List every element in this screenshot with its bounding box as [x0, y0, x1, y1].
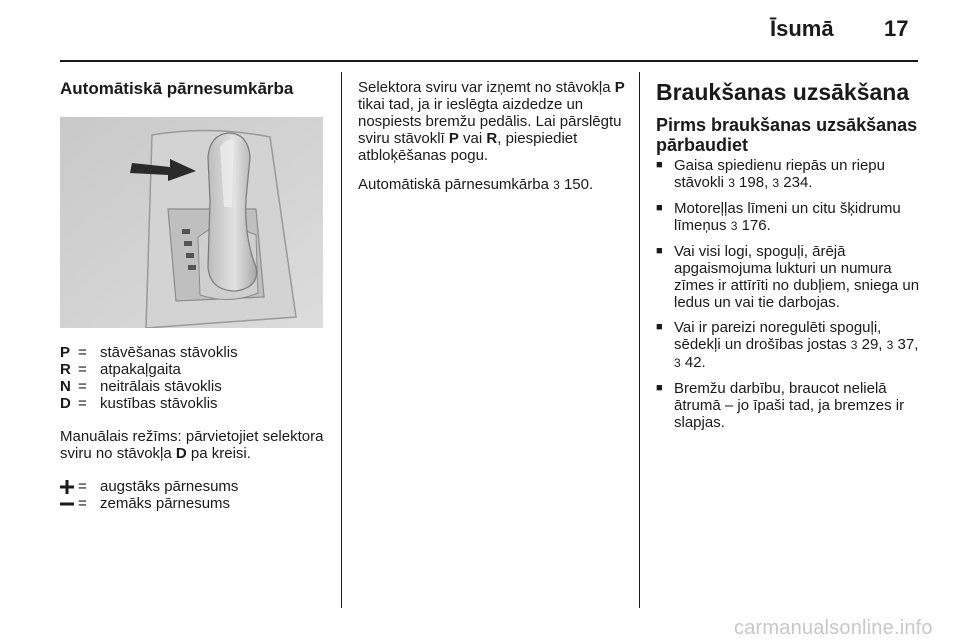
definition-row — [60, 344, 330, 361]
gear-selector-illustration — [60, 117, 323, 328]
definition-eq: = — [78, 495, 87, 512]
xref-icon: 3 — [730, 219, 738, 233]
definition-eq: = — [78, 361, 87, 378]
ref-page: 234. — [783, 174, 813, 191]
xref-icon: 3 — [850, 338, 858, 352]
xref-icon: 3 — [728, 176, 735, 190]
item-text: Vai visi logi, spoguļi, ārējā apgaismojuma lukturi un numura zīmes ir attīrīti no dubļiem, sniega un ledus un vai tie darbojas. — [674, 243, 920, 311]
xref-icon: 3 — [772, 176, 780, 190]
xref-icon: 3 — [886, 338, 894, 352]
para-text: , piespiediet atbloķēšanas pogu. — [358, 130, 578, 164]
manual-text-end: pa kreisi. — [186, 445, 251, 462]
definition-eq: = — [78, 395, 87, 412]
position-definitions — [60, 344, 330, 412]
ref-page: 29, — [861, 336, 887, 353]
list-item — [656, 319, 921, 372]
cross-reference-paragraph — [358, 176, 626, 194]
watermark: carmanualsonline.info — [734, 617, 933, 639]
definition-desc: stāvēšanas stāvoklis — [100, 344, 238, 361]
column-1 — [60, 72, 330, 528]
item-text: Motoreļļas līmeni un citu šķidrumu līmeņus — [674, 200, 901, 234]
definition-key: P — [60, 344, 71, 361]
definition-row — [60, 495, 330, 512]
xref-icon: 3 — [674, 356, 681, 370]
list-item — [656, 200, 921, 235]
definition-desc: atpakaļgaita — [100, 361, 181, 378]
xref-icon: 3 — [553, 178, 560, 192]
definition-key: N — [60, 378, 71, 395]
para-text: vai — [458, 130, 487, 147]
bold-p: P — [614, 79, 625, 96]
bold-p: P — [448, 130, 459, 147]
checklist — [656, 157, 921, 431]
column-2 — [358, 79, 626, 210]
definition-desc: augstāks pārnesums — [100, 478, 239, 495]
item-text: Gaisa spiedienu riepās un riepu stāvokli — [674, 157, 885, 191]
page-number: 17 — [884, 16, 909, 41]
header-rule — [60, 60, 918, 62]
definition-eq: = — [78, 378, 87, 395]
manual-mode-paragraph — [60, 428, 330, 462]
item-text: Bremžu darbību, braucot nelielā ātrumā – jo īpaši tad, ja bremzes ir slapjas. — [674, 380, 905, 431]
para-text: tikai tad, ja ir ieslēgta aizdedze un nospiests bremžu pedālis. Lai pārslēgtu sviru stāvoklī — [358, 96, 622, 147]
manual-bold-d: D — [175, 445, 187, 462]
definition-key: R — [60, 361, 71, 378]
definition-key: D — [60, 395, 71, 412]
minus-icon — [60, 495, 78, 512]
column-divider-2 — [639, 72, 640, 608]
definition-desc: neitrālais stāvoklis — [100, 378, 222, 395]
selector-removal-paragraph — [358, 79, 626, 164]
column-3 — [656, 79, 921, 439]
section-title: Braukšanas uzsākšana — [656, 79, 910, 105]
definition-row — [60, 361, 330, 378]
ref-page: 150. — [563, 176, 594, 193]
list-item — [656, 380, 921, 431]
section-heading: Automātiskā pārnesumkārba — [60, 79, 294, 98]
list-item — [656, 157, 921, 192]
ref-page: 42. — [684, 354, 706, 371]
bold-r: R — [486, 130, 498, 147]
list-item — [656, 243, 921, 311]
ref-page: 198, — [739, 174, 773, 191]
column-divider-1 — [341, 72, 342, 608]
definition-row — [60, 478, 330, 495]
ref-text: Automātiskā pārnesumkārba — [358, 176, 554, 193]
definition-row — [60, 378, 330, 395]
para-text: Selektora sviru var izņemt no stāvokļa — [358, 79, 615, 96]
ref-page: 37, — [897, 336, 919, 353]
gear-definitions — [60, 478, 330, 512]
definition-desc: kustības stāvoklis — [100, 395, 218, 412]
definition-desc: zemāks pārnesums — [100, 495, 231, 512]
definition-row — [60, 395, 330, 412]
definition-eq: = — [78, 344, 87, 361]
plus-icon — [60, 478, 78, 495]
manual-text: Manuālais režīms: pārvietojiet selektora sviru no stāvokļa — [60, 428, 324, 462]
section-subtitle: Pirms braukšanas uzsākšanas pārbaudiet — [656, 115, 918, 155]
ref-page: 176. — [741, 217, 771, 234]
definition-eq: = — [78, 478, 87, 495]
page-header-title: Īsumā — [770, 16, 834, 41]
item-text: Vai ir pareizi noregulēti spoguļi, sēdekļi un drošības jostas — [674, 319, 882, 353]
